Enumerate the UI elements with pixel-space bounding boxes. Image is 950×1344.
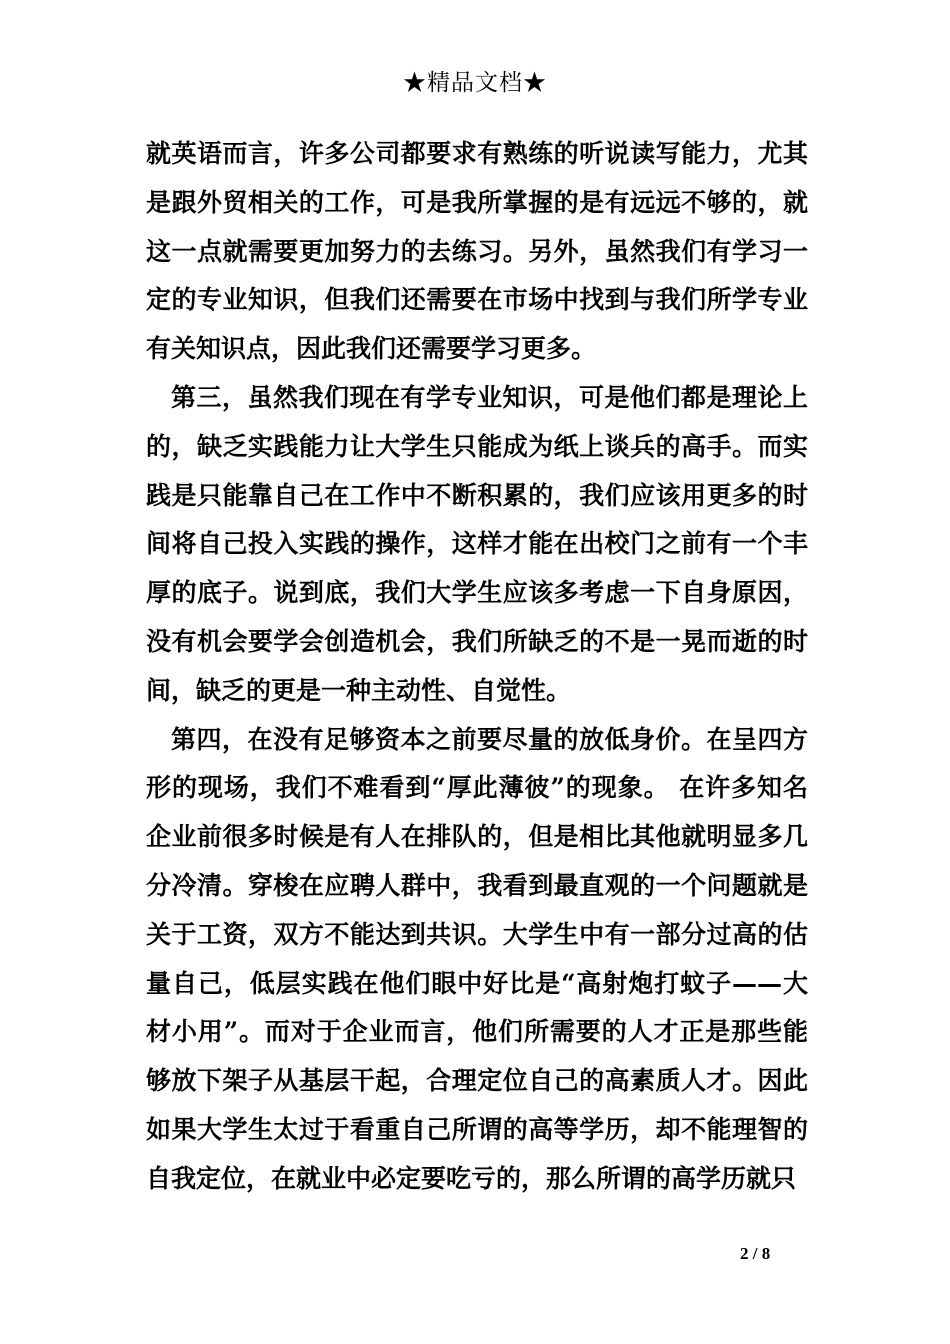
page-number: 2 / 8: [740, 1244, 771, 1263]
paragraph-fourth-point: 第四，在没有足够资本之前要尽量的放低身价。在呈四方形的现场，我们不难看到“厚此薄彼”的现象。 在许多知名企业前很多时候是有人在排队的，但是相比其他就明显多几分冷清。穿梭在应聘人群中，我看到最直观的一个问题就是关于工资，双方不能达到共识。大学生中有一部分过高的估量自己，低层实践在他们眼中好比是“高射炮打蚊子——大材小用”。而对于企业而言，他们所需要的人才正是那些能够放下架子从基层干起，合理定位自己的高素质人才。因此如果大学生太过于看重自己所谓的高等学历，却不能理智的自我定位，在就业中必定要吃亏的，那么所谓的高学历就只: [146, 724, 808, 1193]
document-body: [146, 130, 808, 1204]
page-header-title: ★精品文档★: [403, 70, 547, 96]
paragraph-english-skills: 就英语而言，许多公司都要求有熟练的听说读写能力，尤其是跟外贸相关的工作，可是我所掌握的是有远远不够的，就这一点就需要更加努力的去练习。另外，虽然我们有学习一定的专业知识，但我们还需要在市场中找到与我们所学专业有关知识点，因此我们还需要学习更多。: [146, 139, 808, 364]
paragraph-third-point: 第三，虽然我们现在有学专业知识，可是他们都是理论上的，缺乏实践能力让大学生只能成为纸上谈兵的高手。而实践是只能靠自己在工作中不断积累的，我们应该用更多的时间将自己投入实践的操作，这样才能在出校门之前有一个丰厚的底子。说到底，我们大学生应该多考虑一下自身原因，没有机会要学会创造机会，我们所缺乏的不是一晃而逝的时间，缺乏的更是一种主动性、自觉性。: [146, 382, 808, 705]
